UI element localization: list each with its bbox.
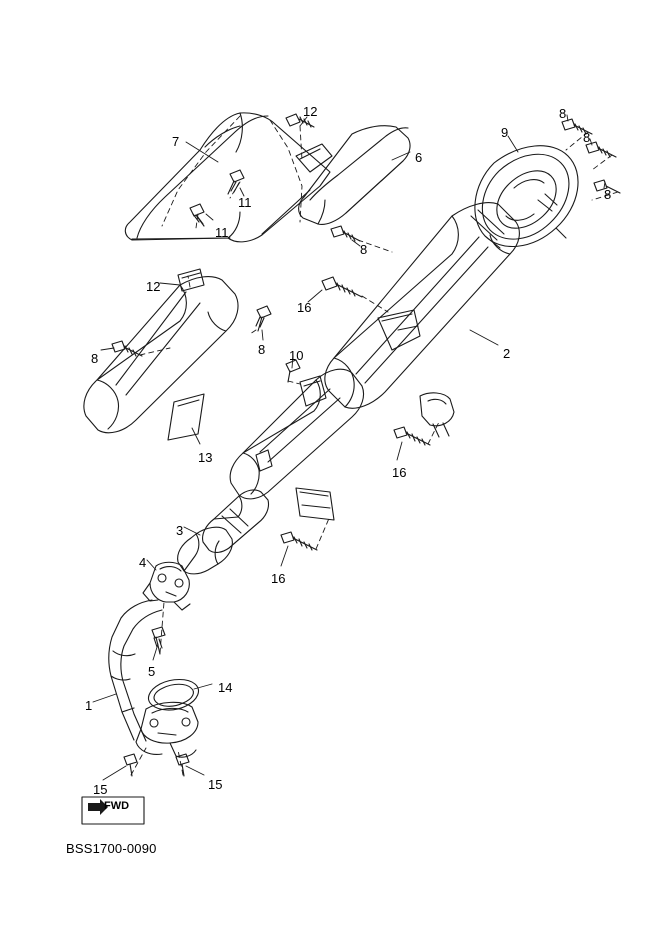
callout-15-right: 15 bbox=[208, 777, 223, 792]
callout-8-right: 8 bbox=[604, 187, 612, 202]
callout-8-left: 8 bbox=[91, 351, 99, 366]
fwd-direction-label: FWD bbox=[104, 800, 130, 812]
callout-2: 2 bbox=[503, 346, 511, 361]
callout-8-top-b: 8 bbox=[583, 130, 591, 145]
callout-11-lower: 11 bbox=[215, 225, 229, 240]
callout-1: 1 bbox=[85, 698, 93, 713]
callout-4: 4 bbox=[139, 555, 147, 570]
callout-7: 7 bbox=[172, 134, 180, 149]
callout-16-right: 16 bbox=[392, 465, 407, 480]
fastener-bolt-16-lower bbox=[281, 532, 317, 550]
callout-14: 14 bbox=[218, 680, 233, 695]
callout-6: 6 bbox=[415, 150, 423, 165]
fastener-bolt-8-top-b bbox=[586, 142, 616, 157]
callout-5: 5 bbox=[148, 664, 156, 679]
part-end-cap bbox=[475, 146, 578, 248]
callout-12-upper: 12 bbox=[303, 104, 318, 119]
part-mid-pipe bbox=[230, 369, 363, 520]
callout-16-lower: 16 bbox=[271, 571, 286, 586]
callout-10: 10 bbox=[289, 348, 304, 363]
callout-3: 3 bbox=[176, 523, 184, 538]
part-gasket-ring bbox=[149, 680, 199, 711]
fastener-bolt-8-left-mid bbox=[256, 306, 271, 331]
callout-8-top-a: 8 bbox=[559, 106, 567, 121]
callout-9: 9 bbox=[501, 125, 509, 140]
fastener-bolt-16-right bbox=[394, 427, 430, 445]
part-joint-section bbox=[203, 490, 269, 553]
callout-8-left-mid: 8 bbox=[258, 342, 266, 357]
callout-8-mid: 8 bbox=[360, 242, 368, 257]
part-upper-cover bbox=[299, 126, 410, 225]
fastener-bolt-8-left bbox=[112, 341, 142, 356]
fastener-bolt-10 bbox=[286, 360, 300, 382]
fastener-bolt-8-mid bbox=[331, 226, 360, 241]
fastener-bolt-15-left bbox=[124, 754, 137, 776]
callout-16-upper: 16 bbox=[297, 300, 312, 315]
diagram-part-code: BSS1700-0090 bbox=[66, 841, 157, 856]
part-lower-guard bbox=[84, 277, 238, 440]
fastener-bolt-16-upper bbox=[322, 277, 362, 297]
fastener-bolt-5 bbox=[152, 627, 165, 654]
callout-11-upper: 11 bbox=[238, 195, 252, 210]
callout-13: 13 bbox=[198, 450, 213, 465]
callout-15-left: 15 bbox=[93, 782, 108, 797]
callout-12-lower: 12 bbox=[146, 279, 161, 294]
